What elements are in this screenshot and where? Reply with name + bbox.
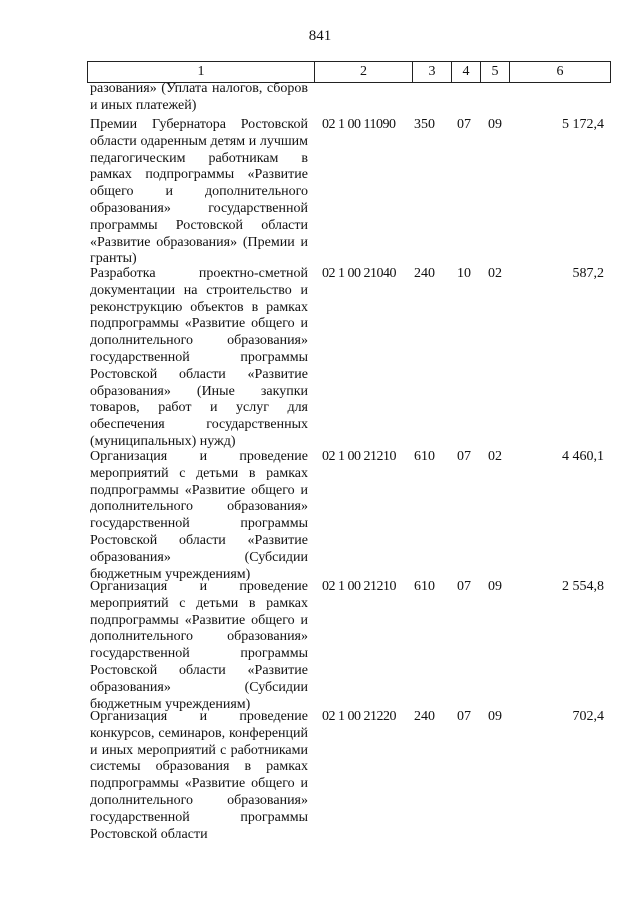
table-row	[87, 449, 610, 582]
row-col5: 02	[488, 449, 502, 464]
table-row	[87, 117, 610, 267]
row-col5: 09	[488, 709, 502, 724]
table-row	[87, 266, 610, 449]
table-header	[87, 61, 611, 83]
table-body	[87, 83, 610, 843]
row-col4: 10	[457, 266, 471, 281]
header-col-3: 3	[413, 62, 452, 83]
row-description: Разработка проектно-сметной документации на строительство и реконструкцию объектов в рамках подпрограммы «Развитие общего и дополнительного образования» государственной программы Ростовской области «Развитие образования» (Иные закупки товаров, работ и услуг для обеспечения государственных (муниципальных) нужд)	[90, 266, 308, 449]
row-col3: 240	[414, 709, 435, 724]
table-row	[87, 81, 610, 115]
row-col3: 610	[414, 579, 435, 594]
row-code: 02 1 00 11090	[322, 117, 396, 132]
row-col5: 09	[488, 579, 502, 594]
row-col4: 07	[457, 579, 471, 594]
row-col5: 09	[488, 117, 502, 132]
page-number: 841	[308, 28, 332, 44]
header-col-5: 5	[481, 62, 510, 83]
row-col3: 240	[414, 266, 435, 281]
row-amount: 2 554,8	[562, 579, 604, 594]
row-amount: 702,4	[572, 709, 604, 724]
row-col4: 07	[457, 117, 471, 132]
row-col3: 350	[414, 117, 435, 132]
table-row	[87, 709, 610, 843]
row-code: 02 1 00 21220	[322, 709, 396, 724]
row-col3: 610	[414, 449, 435, 464]
header-col-4: 4	[452, 62, 481, 83]
row-description: разования» (Уплата налогов, сборов и иных платежей)	[90, 81, 308, 113]
table-row	[87, 579, 610, 712]
header-col-6: 6	[510, 62, 611, 83]
header-col-1: 1	[88, 62, 315, 83]
row-code: 02 1 00 21040	[322, 266, 396, 281]
header-col-2: 2	[315, 62, 413, 83]
row-col5: 02	[488, 266, 502, 281]
row-amount: 5 172,4	[562, 117, 604, 132]
row-amount: 4 460,1	[562, 449, 604, 464]
row-description: Организация и проведение мероприятий с детьми в рамках подпрограммы «Развитие общего и дополнительного образования» государственной программы Ростовской области «Развитие образования» (Субсидии бюджетным учреждениям)	[90, 579, 308, 712]
row-code: 02 1 00 21210	[322, 579, 396, 594]
row-description: Организация и проведение конкурсов, семинаров, конференций и иных мероприятий с работниками системы образования в рамках подпрограммы «Развитие общего и дополнительного образования» государственной программы Ростовской области	[90, 709, 308, 842]
row-amount: 587,2	[572, 266, 604, 281]
row-description: Премии Губернатора Ростовской области одаренным детям и лучшим педагогическим работникам в рамках подпрограммы «Развитие общего и дополнительного образования» государственной программы Ростовской области «Развитие образования» (Премии и гранты)	[90, 117, 308, 267]
row-col4: 07	[457, 709, 471, 724]
row-description: Организация и проведение мероприятий с детьми в рамках подпрограммы «Развитие общего и дополнительного образования» государственной программы Ростовской области «Развитие образования» (Субсидии бюджетным учреждениям)	[90, 449, 308, 582]
row-code: 02 1 00 21210	[322, 449, 396, 464]
row-col4: 07	[457, 449, 471, 464]
